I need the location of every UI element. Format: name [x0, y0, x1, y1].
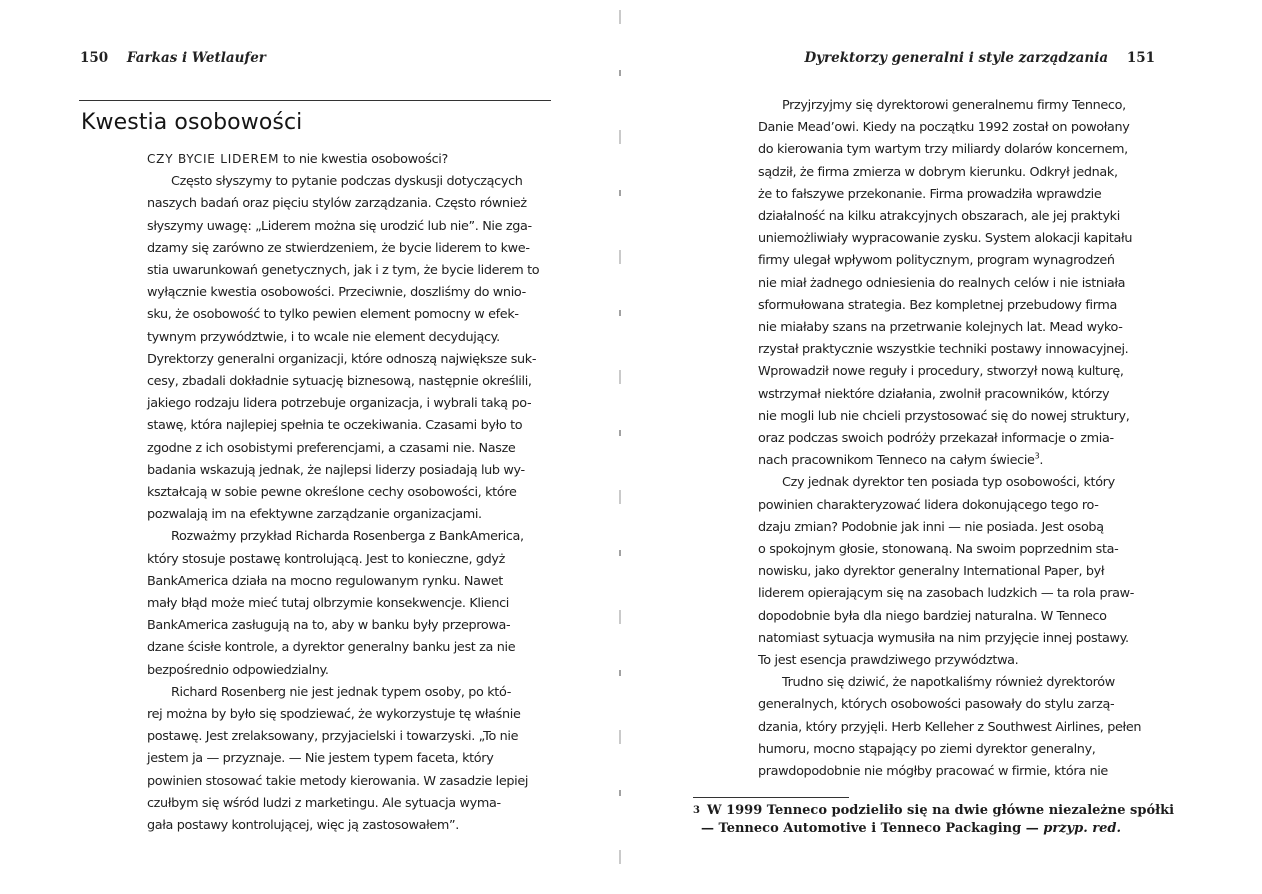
- text-line: Danie Mead’owi. Kiedy na początku 1992 został on powołany: [758, 120, 1130, 136]
- text-line: generalnych, których osobowości pasowały do stylu zarzą-: [758, 697, 1115, 713]
- page-number-left: 150: [80, 50, 109, 66]
- text-line: dzania, który przyjęli. Herb Kelleher z Southwest Airlines, pełen: [758, 719, 1142, 735]
- text-line: natomiast sytuacja wymusiła na nim przyjęcie innej postawy.: [758, 630, 1129, 646]
- text-line: [147, 148, 535, 171]
- text-line: badania wskazują jednak, że najlepsi liderzy posiadają lub wy-: [147, 462, 525, 478]
- text-line: do kierowania tym wartym trzy miliardy dolarów koncernem,: [758, 142, 1128, 158]
- section-rule: [79, 100, 551, 101]
- left-page-header: [80, 50, 266, 66]
- text-line: To jest esencja prawdziwego przywództwa.: [758, 653, 1019, 669]
- text-line: jakiego rodzaju lidera potrzebuje organizacja, i wybrali taką po-: [147, 396, 532, 412]
- text-line: o spokojnym głosie, stonowaną. Na swoim poprzednim sta-: [758, 542, 1119, 558]
- text-line-content: nach pracownikom Tenneco na całym świecie: [758, 453, 1035, 469]
- text-line: zgodne z ich osobistymi preferencjami, a czasami nie. Nasze: [147, 440, 516, 456]
- text-line: nie mogli lub nie chcieli przystosować się do nowej struktury,: [758, 408, 1130, 424]
- text-line: prawdopodobnie nie mógłby pracować w firmie, która nie: [758, 764, 1108, 780]
- text-line: gała postawy kontrolującej, więc ją zastosowałem”.: [147, 818, 459, 834]
- text-line: wyłącznie kwestia osobowości. Przeciwnie, doszliśmy do wnio-: [147, 285, 526, 301]
- text-line: Wprowadził nowe reguły i procedury, stworzył nową kulturę,: [758, 364, 1124, 380]
- running-title-right: Dyrektorzy generalni i style zarządzania: [804, 50, 1109, 66]
- text-line: bezpośrednio odpowiedzialny.: [147, 662, 329, 678]
- text-line: rej można by było się spodziewać, że wykorzystuje tę właśnie: [147, 707, 521, 723]
- right-page-header: [804, 50, 1155, 66]
- footnote-line: [693, 820, 1133, 838]
- text-line: wstrzymał niektóre działania, zwolnił pracowników, którzy: [758, 386, 1110, 402]
- section-heading: Kwestia osobowości: [81, 110, 303, 135]
- text-line: naszych badań oraz pięciu stylów zarządzania. Często również: [147, 196, 527, 212]
- text-line: liderem opierającym się na zasobach ludzkich — ta rola praw-: [758, 586, 1134, 602]
- footnote-number: 3: [693, 805, 700, 816]
- footnote: [693, 802, 1175, 838]
- text-line: mały błąd może mieć tutaj olbrzymie konsekwencje. Klienci: [147, 596, 509, 612]
- text-line: humoru, mocno stąpający po ziemi dyrektor generalny,: [758, 741, 1096, 757]
- text-line: oraz podczas swoich podróży przekazał informacje o zmia-: [758, 431, 1114, 447]
- text-line: cesy, zbadali dokładnie sytuację biznesową, następnie określili,: [147, 374, 532, 390]
- text-line: dzamy się zarówno ze stwierdzeniem, że bycie liderem to kwe-: [147, 240, 530, 256]
- text-line: sformułowana strategia. Bez kompletnej przebudowy firma: [758, 297, 1118, 313]
- text-line: Dyrektorzy generalni organizacji, które odnoszą największe suk-: [147, 351, 537, 367]
- footnote-text: — Tenneco Automotive i Tenneco Packaging —: [701, 821, 1044, 836]
- text-line: stawę, która najlepiej spełnia te oczekiwania. Czasami było to: [147, 418, 523, 434]
- text-line: BankAmerica działa na mocno regulowanym rynku. Nawet: [147, 573, 503, 589]
- left-page: [0, 0, 620, 894]
- lead-in-smallcaps: CZY BYCIE LIDEREM: [147, 152, 280, 166]
- text-line: stia uwarunkowań genetycznych, jak i z tym, że bycie liderem to: [147, 263, 540, 279]
- footnote-text: W 1999 Tenneco podzieliło się na dwie główne niezależne spółki: [706, 803, 1175, 818]
- text-line: powinien charakteryzować lidera dokonującego tego ro-: [758, 497, 1099, 513]
- lead-in-rest: to nie kwestia osobowości?: [279, 152, 448, 167]
- text-line: słyszymy uwagę: „Liderem można się urodzić lub nie”. Nie zga-: [147, 218, 532, 234]
- text-line: postawę. Jest zrelaksowany, przyjacielski i towarzyski. „To nie: [147, 729, 519, 745]
- page-number-right: 151: [1126, 50, 1155, 66]
- running-title-left: Farkas i Wetlaufer: [126, 50, 266, 66]
- text-line: powinien stosować takie metody kierowania. W zasadzie lepiej: [147, 773, 529, 789]
- text-line: jestem ja — przyznaje. — Nie jestem typem faceta, który: [147, 751, 494, 767]
- footnote-rule: [693, 797, 849, 798]
- text-line: sku, że osobowość to tylko pewien element pomocny w efek-: [147, 307, 519, 323]
- editor-note: przyp. red.: [1043, 821, 1121, 836]
- text-line: pozwalają im na efektywne zarządzanie organizacjami.: [147, 507, 482, 523]
- right-body-text: [758, 95, 1144, 783]
- text-line: dzaju zmian? Podobnie jak inni — nie posiada. Jest osobą: [758, 519, 1104, 535]
- text-line: Trudno się dziwić, że napotkaliśmy również dyrektorów: [782, 675, 1115, 691]
- text-line: Richard Rosenberg nie jest jednak typem osoby, po któ-: [171, 684, 511, 700]
- text-line: że to fałszywe przekonanie. Firma prowadziła wprawdzie: [758, 186, 1102, 202]
- text-line: Często słyszymy to pytanie podczas dyskusji dotyczących: [171, 174, 523, 190]
- text-line: rzystał praktycznie wszystkie techniki postawy innowacyjnej.: [758, 342, 1129, 358]
- text-line: BankAmerica zasługują na to, aby w banku były przeprowa-: [147, 618, 511, 634]
- text-line: nowisku, jako dyrektor generalny International Paper, był: [758, 564, 1105, 580]
- text-line: uniemożliwiały wypracowanie zysku. System alokacji kapitału: [758, 231, 1133, 247]
- text-line: tywnym przywództwie, i to wcale nie element decydujący.: [147, 329, 500, 345]
- text-line: nach pracownikom Tenneco na całym świecie$^3$.: [758, 451, 1044, 469]
- text-line: Czy jednak dyrektor ten posiada typ osobowości, który: [782, 475, 1115, 491]
- left-body-text: [147, 148, 540, 837]
- text-line: dopodobnie była dla niego bardziej naturalna. W Tenneco: [758, 608, 1107, 624]
- text-line: który stosuje postawę kontrolującą. Jest to konieczne, gdyż: [147, 551, 506, 567]
- text-line: sądził, że firma zmierza w dobrym kierunku. Odkrył jednak,: [758, 164, 1118, 180]
- footnote-line: [693, 802, 1175, 820]
- text-line: kształcają w sobie pewne określone cechy osobowości, które: [147, 485, 517, 501]
- footnote-reference[interactable]: 3: [1034, 451, 1040, 461]
- text-line: dzane ścisłe kontrole, a dyrektor generalny banku jest za nie: [147, 640, 516, 656]
- text-line: Rozważmy przykład Richarda Rosenberga z BankAmerica,: [171, 529, 524, 545]
- text-line: działalność na kilku atrakcyjnych obszarach, ale jej praktyki: [758, 209, 1120, 225]
- text-line: czułbym się wśród ludzi z marketingu. Ale sytuacja wyma-: [147, 795, 501, 811]
- text-line: nie miałaby szans na przetrwanie kolejnych lat. Mead wyko-: [758, 320, 1123, 336]
- text-line: Przyjrzyjmy się dyrektorowi generalnemu firmy Tenneco,: [782, 98, 1126, 113]
- text-line: nie miał żadnego odniesienia do realnych celów i nie istniała: [758, 275, 1126, 291]
- text-line: firmy ulegał wpływom politycznym, program wynagrodzeń: [758, 253, 1115, 269]
